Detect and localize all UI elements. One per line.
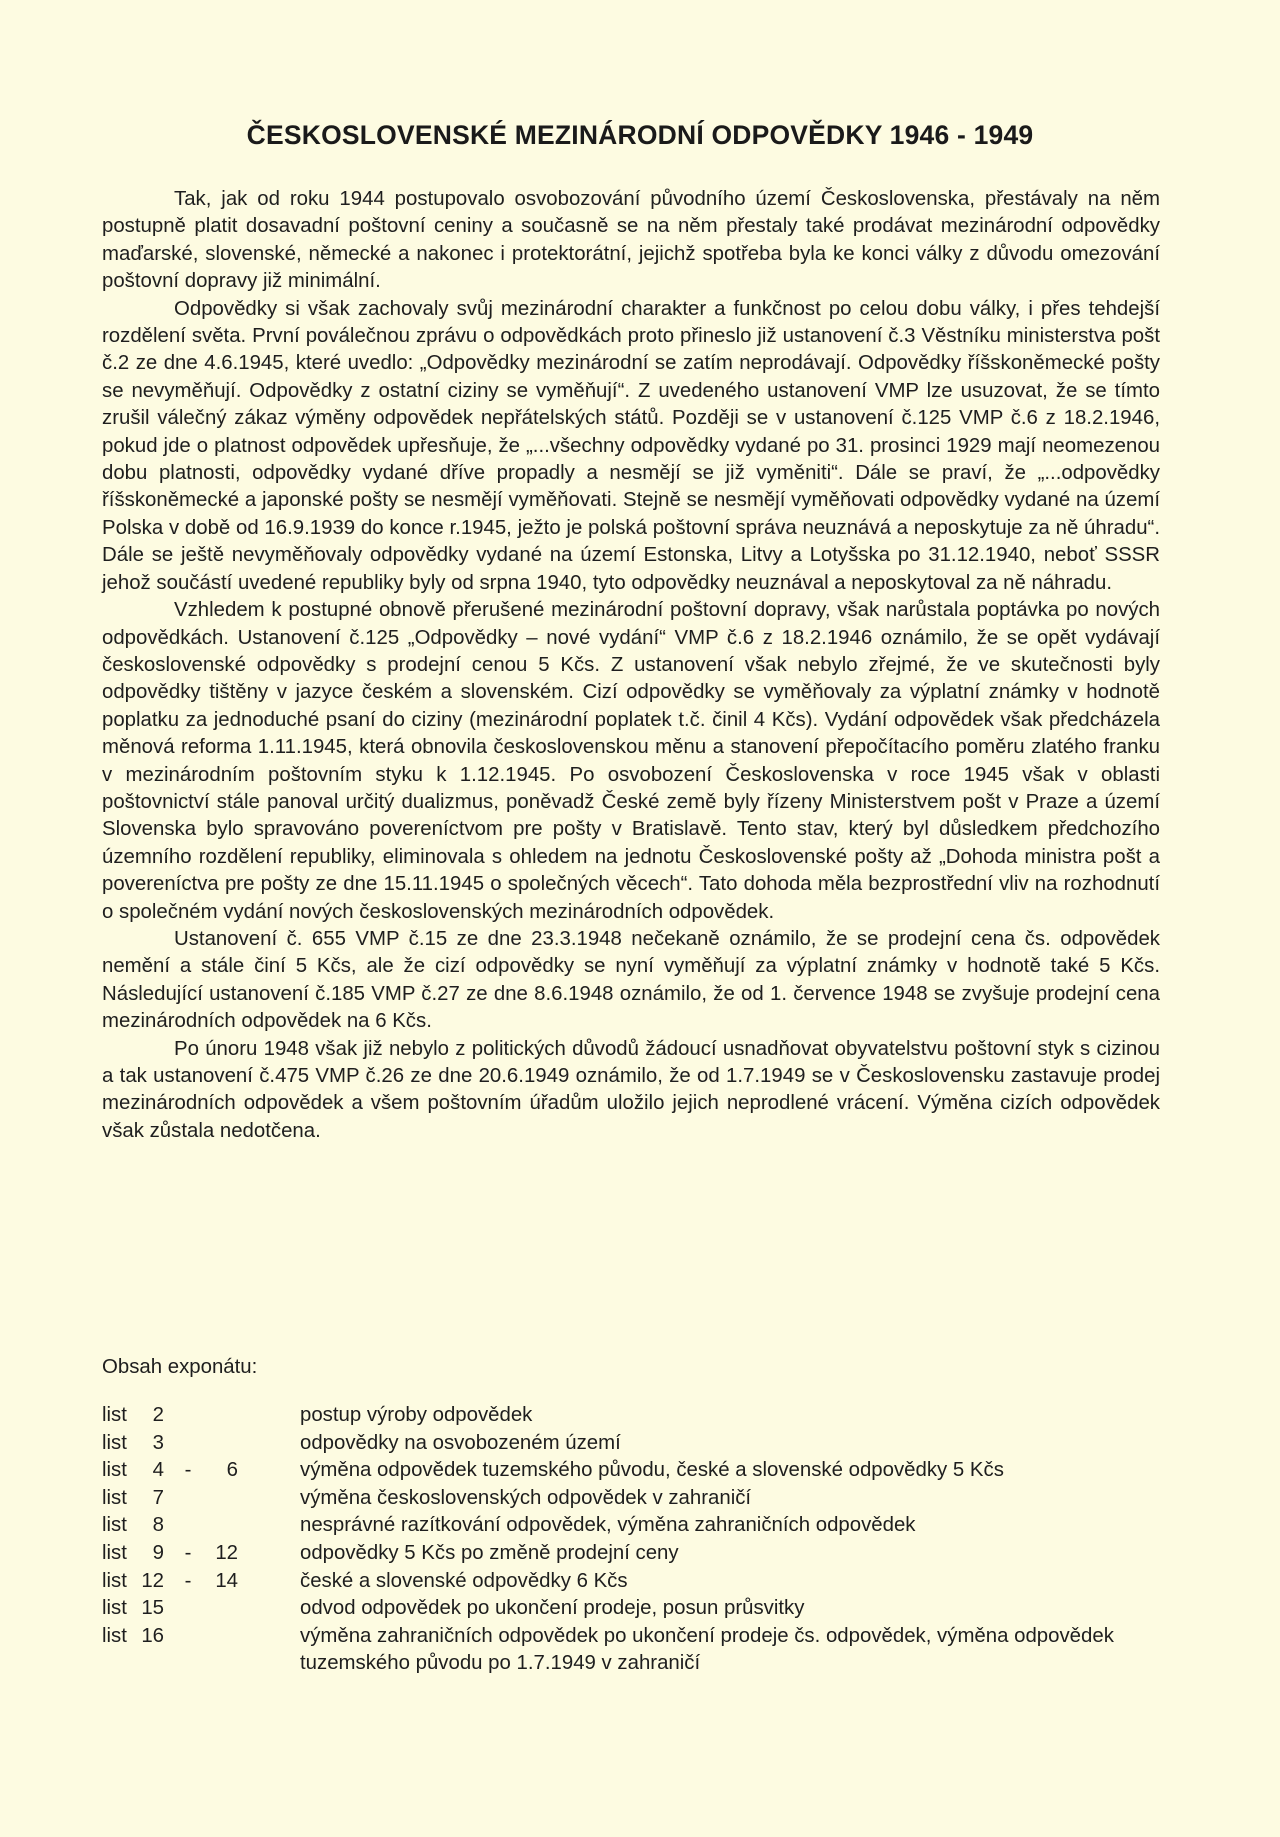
sheet-to: 12 — [215, 1541, 238, 1564]
contents-item — [102, 1512, 1182, 1540]
sheet-to — [212, 1402, 238, 1430]
sheet-to — [212, 1430, 238, 1458]
range-dash — [164, 1485, 212, 1513]
list-word: list — [102, 1514, 127, 1537]
paragraph: Vzhledem k postupné obnově přerušené mezinárodní poštovní dopravy, však narůstala poptávka po nových odpovědkách. Ustanovení č.125 „Odpovědky – nové vydání“ VMP č.6 z 18.2.1946 oznámilo, že se opět vydávají československé odpovědky s prodejní cenou 5 Kčs. Z ustanovení však nebylo zřejmé, že ve skutečnosti byly odpovědky tištěny v jazyce českém a slovenském. Cizí odpovědky se vyměňovaly za výplatní známky v hodnotě poplatku za jednoduché psaní do ciziny (mezinárodní poplatek t.č. činil 4 Kčs). Vydání odpovědek však předcházela měnová reforma 1.11.1945, která obnovila československou měnu a stanovení přepočítacího poměru zlatého franku v mezinárodním poštovním styku k 1.12.1945. Po osvobození Československa v roce 1945 však v oblasti poštovnictví stále panoval určitý dualizmus, poněvadž České země byly řízeny Ministerstvem pošt v Praze a území Slovenska bylo spravováno povereníctvom pre pošty v Bratislavě. Tento stav, který byl důsledkem předchozího územního rozdělení republiky, eliminovala s ohledem na jednotu Československé pošty až „Dohoda ministra pošt a povereníctva pre pošty ze dne 15.11.1945 o společných věcech“. Tato dohoda měla bezprostřední vliv na rozhodnutí o společném vydání nových československých mezinárodních odpovědek. — [102, 599, 1160, 923]
paragraph: Po únoru 1948 však již nebylo z politických důvodů žádoucí usnadňovat obyvatelstvu poštovní styk s cizinou a tak ustanovení č.475 VMP č.26 ze dne 20.6.1949 oznámilo, že od 1.7.1949 se v Československu zastavuje prodej mezinárodních odpovědek a všem poštovním úřadům uložilo jejich neprodlené vrácení. Výměna cizích odpovědek však zůstala nedotčena. — [102, 1037, 1160, 1142]
item-description: odpovědky 5 Kčs po změně prodejní ceny — [300, 1541, 679, 1564]
list-word: list — [102, 1541, 127, 1564]
range-dash — [164, 1623, 212, 1678]
sheet-from: 9 — [152, 1541, 164, 1564]
sheet-from: 12 — [141, 1569, 164, 1592]
item-description: výměna zahraničních odpovědek po ukončení prodeje čs. odpovědek, výměna odpovědek tuzemského původu po 1.7.1949 v zahraničí — [300, 1624, 1114, 1675]
contents-item — [102, 1540, 1182, 1568]
range-dash — [164, 1512, 212, 1540]
range-dash: - — [184, 1541, 192, 1564]
contents-item — [102, 1623, 1182, 1678]
list-word: list — [102, 1431, 127, 1454]
paragraph: Ustanovení č. 655 VMP č.15 ze dne 23.3.1948 nečekaně oznámilo, že se prodejní cena čs. odpovědek nemění a stále činí 5 Kčs, ale že cizí odpovědky se nyní vyměňují za výplatní známky v hodnotě také 5 Kčs. Následující ustanovení č.185 VMP č.27 ze dne 8.6.1948 oznámilo, že od 1. července 1948 se zvyšuje prodejní cena mezinárodních odpovědek na 6 Kčs. — [102, 927, 1160, 1033]
item-description: odpovědky na osvobozeném území — [300, 1431, 621, 1454]
page-title: ČESKOSLOVENSKÉ MEZINÁRODNÍ ODPOVĚDKY 1946 - 1949 — [246, 120, 1034, 150]
sheet-to — [212, 1623, 238, 1678]
contents-item — [102, 1485, 1182, 1513]
contents-item — [102, 1568, 1182, 1596]
range-dash: - — [184, 1459, 192, 1482]
contents-item — [102, 1457, 1182, 1485]
item-description: české a slovenské odpovědky 6 Kčs — [300, 1569, 628, 1592]
sheet-from: 2 — [152, 1404, 164, 1426]
contents-heading: Obsah exponátu: — [102, 1356, 258, 1378]
list-word: list — [102, 1569, 127, 1592]
item-description: nesprávné razítkování odpovědek, výměna zahraničních odpovědek — [300, 1514, 916, 1537]
item-description: výměna československých odpovědek v zahraničí — [300, 1486, 752, 1509]
sheet-from: 15 — [141, 1597, 164, 1620]
list-word: list — [102, 1459, 127, 1482]
list-word: list — [102, 1597, 127, 1620]
sheet-from: 7 — [152, 1486, 164, 1509]
list-word: list — [102, 1624, 127, 1647]
contents-item — [102, 1595, 1182, 1623]
list-word: list — [102, 1404, 127, 1426]
sheet-from: 16 — [141, 1624, 164, 1647]
sheet-to — [212, 1512, 238, 1540]
range-dash — [164, 1402, 212, 1430]
range-dash — [164, 1430, 212, 1458]
item-description: odvod odpovědek po ukončení prodeje, posun průsvitky — [300, 1597, 805, 1620]
contents-item — [102, 1402, 1182, 1430]
item-description: postup výroby odpovědek — [300, 1404, 533, 1426]
paragraph: Tak, jak od roku 1944 postupovalo osvobozování původního území Československa, přestávaly na něm postupně platit dosavadní poštovní ceniny a současně se na něm přestaly také prodávat mezinárodní odpovědky maďarské, slovenské, německé a nakonec i protektorátní, jejichž spotřeba byla ke konci války z důvodu omezování poštovní dopravy již minimální. — [102, 188, 1160, 293]
sheet-to: 6 — [226, 1459, 238, 1482]
contents-item — [102, 1430, 1182, 1458]
range-dash — [164, 1595, 212, 1623]
list-word: list — [102, 1486, 127, 1509]
range-dash: - — [184, 1569, 192, 1592]
body-text — [102, 186, 1160, 1145]
sheet-from: 3 — [152, 1431, 164, 1454]
sheet-to — [212, 1595, 238, 1623]
sheet-to: 14 — [215, 1569, 238, 1592]
sheet-from: 8 — [152, 1514, 164, 1537]
item-description: výměna odpovědek tuzemského původu, české a slovenské odpovědky 5 Kčs — [300, 1459, 1004, 1482]
contents-list — [102, 1402, 1182, 1678]
sheet-from: 4 — [152, 1459, 164, 1482]
paragraph: Odpovědky si však zachovaly svůj mezinárodní charakter a funkčnost po celou dobu války, i přes tehdejší rozdělení světa. První poválečnou zprávu o odpovědkách proto přineslo již ustanovení č.3 Věstníku ministerstva pošt č.2 ze dne 4.6.1945, které uvedlo: „Odpovědky mezinárodní se zatím neprodávají. Odpovědky říšskoněmecké pošty se nevyměňují. Odpovědky z ostatní ciziny se vyměňují“. Z uvedeného ustanovení VMP lze usuzovat, že se tímto zrušil válečný zákaz výměny odpovědek nepřátelských států. Později se v ustanovení č.125 VMP č.6 z 18.2.1946, pokud jde o platnost odpovědek upřesňuje, že „...všechny odpovědky vydané po 31. prosinci 1929 mají neomezenou dobu platnosti, odpovědky vydané dříve propadly a nesmějí se již vyměniti“. Dále se praví, že „...odpovědky říšskoněmecké a japonské pošty se nesmějí vyměňovati. Stejně se nesmějí vyměňovati odpovědky vydané na území Polska v době od 16.9.1939 do konce r.1945, ježto je polská poštovní správa neuznává a neposkytuje za ně úhradu“. Dále se ještě nevyměňovaly odpovědky vydané na území Estonska, Litvy a Lotyšska po 31.12.1940, neboť SSSR jehož součástí uvedené republiky byly od srpna 1940, tyto odpovědky neuznával a neposkytoval za ně náhradu. — [102, 297, 1160, 594]
sheet-to — [212, 1485, 238, 1513]
